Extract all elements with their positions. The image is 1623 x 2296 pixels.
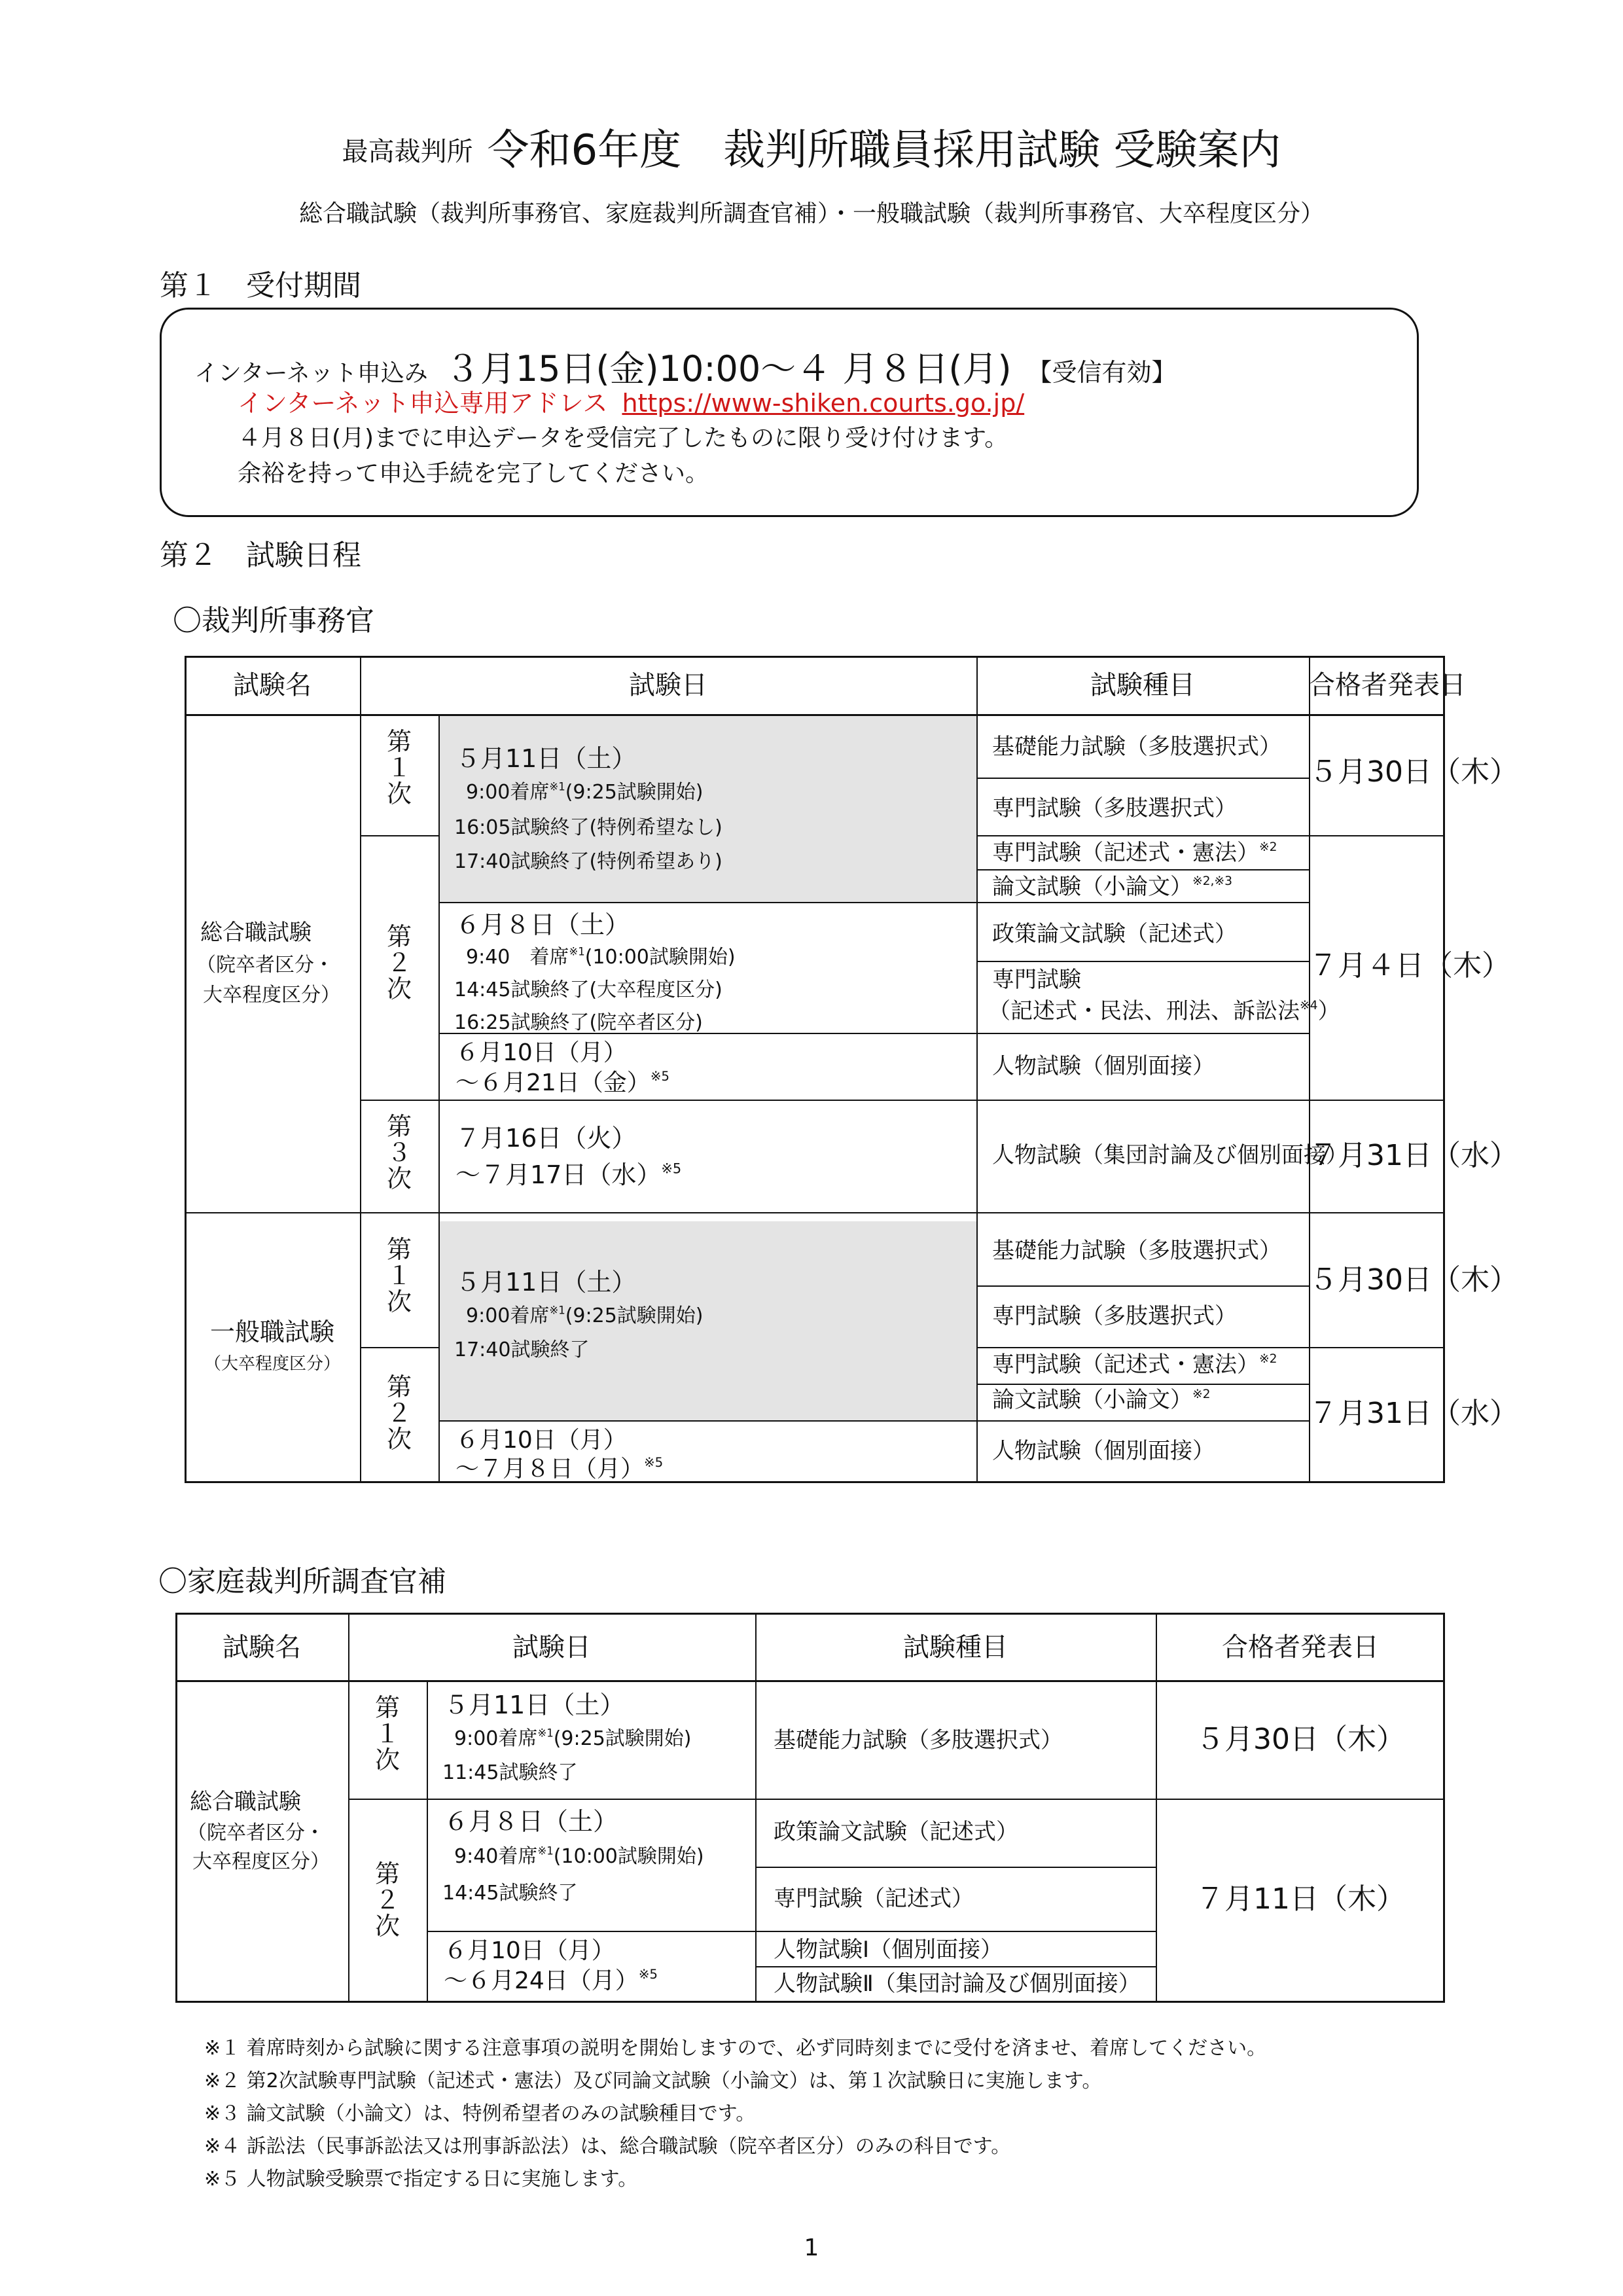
section2-heading: 第２ 試験日程 — [160, 539, 361, 572]
main-title: 令和6年度 裁判所職員採用試験 受験案内 — [487, 126, 1281, 175]
header-exam-date: 試験日 — [629, 670, 707, 700]
subject-kiso: 基礎能力試験（多肢選択式） — [992, 734, 1281, 760]
application-period-box — [160, 308, 1419, 517]
pass-date-ippan-2nd: ７月31日（水） — [1309, 1397, 1518, 1430]
t2-stage-label-2nd: 第 ２ 次 — [374, 1859, 400, 1941]
deadline-note: ４月８日(月)までに申込データを受信完了したものに限り受け付けます。 — [238, 425, 1008, 452]
date-sogo-3rd-from: ７月16日（火） — [455, 1124, 637, 1153]
date-sogo-2nd-interview-to: ～６月21日（金）$^{※5}$ — [455, 1069, 669, 1096]
stage-label-1st: 第 １ 次 — [386, 727, 412, 808]
t2-subject-jinbutsu2: 人物試験Ⅱ（集団討論及び個別面接） — [774, 1971, 1141, 1997]
t2-date-1st: ５月11日（土） — [444, 1691, 625, 1719]
t2-time-2nd-end: 14:45試験終了 — [442, 1882, 578, 1905]
subject-jinbutsu-kobetsu-ippan: 人物試験（個別面接） — [992, 1438, 1215, 1464]
pass-date-sogo-2nd: ７月４日（木） — [1309, 949, 1510, 982]
subject-ronbun: 論文試験（小論文）$^{※2,※3}$ — [992, 874, 1233, 900]
application-address — [238, 383, 1024, 419]
stage-label-3rd: 第 ３ 次 — [386, 1112, 412, 1193]
date-sogo-3rd-to: ～７月17日（水）$^{※5}$ — [455, 1160, 682, 1189]
header-pass-date: 合格者発表日 — [1309, 670, 1466, 700]
schedule-table-investigator — [175, 1613, 1445, 2003]
subject-jinbutsu-kobetsu: 人物試験（個別面接） — [992, 1053, 1215, 1079]
court-name: 最高裁判所 — [342, 137, 473, 167]
time-sogo-2nd-end-a: 14:45試験終了(大卒程度区分) — [454, 978, 722, 1001]
advice-note: 余裕を持って申込手続を完了してください。 — [238, 460, 709, 487]
t2-header-pass-date: 合格者発表日 — [1222, 1632, 1379, 1662]
t2-pass-date-1st: ５月30日（木） — [1196, 1723, 1405, 1756]
subject-jinbutsu-shudan: 人物試験（集団討論及び個別面接） — [992, 1142, 1348, 1168]
footnote-4: ※４ 訴訟法（民事訴訟法又は刑事訴訟法）は、総合職試験（院卒者区分）のみの科目です。 — [204, 2135, 1011, 2158]
time-sogo-1st-end-b: 17:40試験終了(特例希望あり) — [454, 850, 722, 873]
time-sogo-1st-seat: 9:00着席$^{※1}$(9:25試験開始) — [466, 780, 704, 804]
t2-exam-name-sub2: 大卒程度区分） — [192, 1850, 330, 1873]
subject-kiso-ippan: 基礎能力試験（多肢選択式） — [992, 1238, 1281, 1264]
t2-header-exam-date: 試験日 — [512, 1632, 591, 1662]
t2-stage-label-1st: 第 １ 次 — [374, 1693, 400, 1774]
t2-subject-jinbutsu1: 人物試験Ⅰ（個別面接） — [774, 1937, 1003, 1963]
schedule-table-clerk — [185, 656, 1518, 1483]
time-sogo-1st-end-a: 16:05試験終了(特例希望なし) — [454, 816, 722, 839]
stage-label-2nd: 第 ２ 次 — [386, 922, 412, 1003]
subject-senmon-kenpo-ippan: 専門試験（記述式・憲法）$^{※2}$ — [992, 1352, 1277, 1378]
header-exam-subject: 試験種目 — [1090, 670, 1195, 700]
header-exam-name: 試験名 — [233, 670, 312, 700]
application-label: インターネット申込み — [194, 360, 428, 387]
exam-name-ippan-sub: （大卒程度区分） — [204, 1354, 340, 1374]
exam-name-sogo-sub1: （院卒者区分・ — [196, 954, 334, 977]
exam-name-sogo: 総合職試験 — [200, 920, 312, 946]
footnote-3: ※３ 論文試験（小論文）は、特例希望者のみの試験種目です。 — [204, 2102, 756, 2125]
stage-label-2nd-ippan: 第 ２ 次 — [386, 1372, 412, 1454]
t2-subject-kiso: 基礎能力試験（多肢選択式） — [774, 1727, 1063, 1753]
date-sogo-2nd: ６月８日（土） — [455, 910, 630, 939]
page-number: 1 — [804, 2234, 819, 2261]
subtitle: 総合職試験（裁判所事務官、家庭裁判所調査官補）・一般職試験（裁判所事務官、大卒程度区分） — [298, 200, 1324, 227]
pass-date-ippan-1st: ５月30日（木） — [1309, 1263, 1518, 1297]
page-title — [0, 117, 1623, 177]
pass-date-sogo-3rd: ７月31日（水） — [1309, 1139, 1518, 1172]
pass-date-sogo-1st: ５月30日（木） — [1309, 755, 1518, 789]
reception-tag: 【受信有効】 — [1027, 358, 1177, 387]
t2-time-1st-seat: 9:00着席$^{※1}$(9:25試験開始) — [454, 1727, 692, 1750]
time-sogo-2nd-seat: 9:40 着席$^{※1}$(10:00試験開始) — [466, 945, 736, 969]
exam-name-ippan: 一般職試験 — [209, 1318, 334, 1346]
date-sogo-1st: ５月11日（土） — [455, 744, 637, 773]
subject-seisaku: 政策論文試験（記述式） — [992, 921, 1237, 947]
t2-date-2nd-interview-from: ６月10日（月） — [444, 1937, 615, 1964]
subject-senmon-kijutsu-detail: （記述式・民法、刑法、訴訟法$^{※4}$） — [988, 998, 1340, 1024]
t2-subject-seisaku: 政策論文試験（記述式） — [774, 1819, 1018, 1845]
t2-pass-date-2nd: ７月11日（木） — [1196, 1882, 1405, 1916]
t2-exam-name: 総合職試験 — [190, 1789, 301, 1815]
t2-date-2nd-interview-to: ～６月24日（月）$^{※5}$ — [444, 1967, 658, 1994]
date-ippan-2nd-to: ～７月８日（月）$^{※5}$ — [455, 1455, 664, 1482]
footnote-1: ※１ 着席時刻から試験に関する注意事項の説明を開始しますので、必ず同時刻までに受付を済ませ、着席してください。 — [204, 2037, 1267, 2060]
date-ippan-1st: ５月11日（土） — [455, 1268, 637, 1297]
exam-name-sogo-sub2: 大卒程度区分） — [203, 984, 340, 1007]
footnote-2: ※２ 第2次試験専門試験（記述式・憲法）及び同論文試験（小論文）は、第１次試験日に実施します。 — [204, 2070, 1102, 2092]
subject-ronbun-ippan: 論文試験（小論文）$^{※2}$ — [992, 1387, 1211, 1413]
stage-label-1st-ippan: 第 １ 次 — [386, 1235, 412, 1316]
subject-senmon-kenpo: 専門試験（記述式・憲法）$^{※2}$ — [992, 840, 1277, 866]
t2-header-exam-subject: 試験種目 — [903, 1632, 1008, 1662]
footnote-5: ※５ 人物試験受験票で指定する日に実施します。 — [204, 2168, 638, 2191]
time-ippan-1st-seat: 9:00着席$^{※1}$(9:25試験開始) — [466, 1304, 704, 1327]
t2-time-1st-end: 11:45試験終了 — [442, 1761, 578, 1784]
time-ippan-1st-end: 17:40試験終了 — [454, 1338, 590, 1361]
application-url-link[interactable]: https://www-shiken.courts.go.jp/ — [622, 389, 1025, 418]
t2-header-exam-name: 試験名 — [223, 1632, 301, 1662]
t2-subject-senmon: 専門試験（記述式） — [774, 1886, 974, 1912]
address-label: インターネット申込専用アドレス — [238, 389, 608, 418]
table2-heading: 〇家庭裁判所調査官補 — [158, 1565, 446, 1598]
subject-senmon-tashi: 専門試験（多肢選択式） — [992, 795, 1237, 821]
subject-senmon-kijutsu: 専門試験 — [992, 967, 1081, 993]
t2-exam-name-sub1: （院卒者区分・ — [187, 1821, 325, 1844]
application-period: ３月15日(金)10:00～４ 月８日(月) — [444, 348, 1012, 389]
table1-heading: 〇裁判所事務官 — [173, 604, 374, 637]
time-sogo-2nd-end-b: 16:25試験終了(院卒者区分) — [454, 1011, 703, 1034]
t2-date-2nd: ６月８日（土） — [444, 1807, 618, 1836]
date-sogo-2nd-interview-from: ６月10日（月） — [455, 1039, 627, 1066]
section1-heading: 第１ 受付期間 — [160, 269, 361, 302]
subject-senmon-tashi-ippan: 専門試験（多肢選択式） — [992, 1303, 1237, 1329]
date-ippan-2nd-from: ６月10日（月） — [455, 1427, 627, 1454]
t2-time-2nd-seat: 9:40着席$^{※1}$(10:00試験開始) — [454, 1844, 704, 1868]
